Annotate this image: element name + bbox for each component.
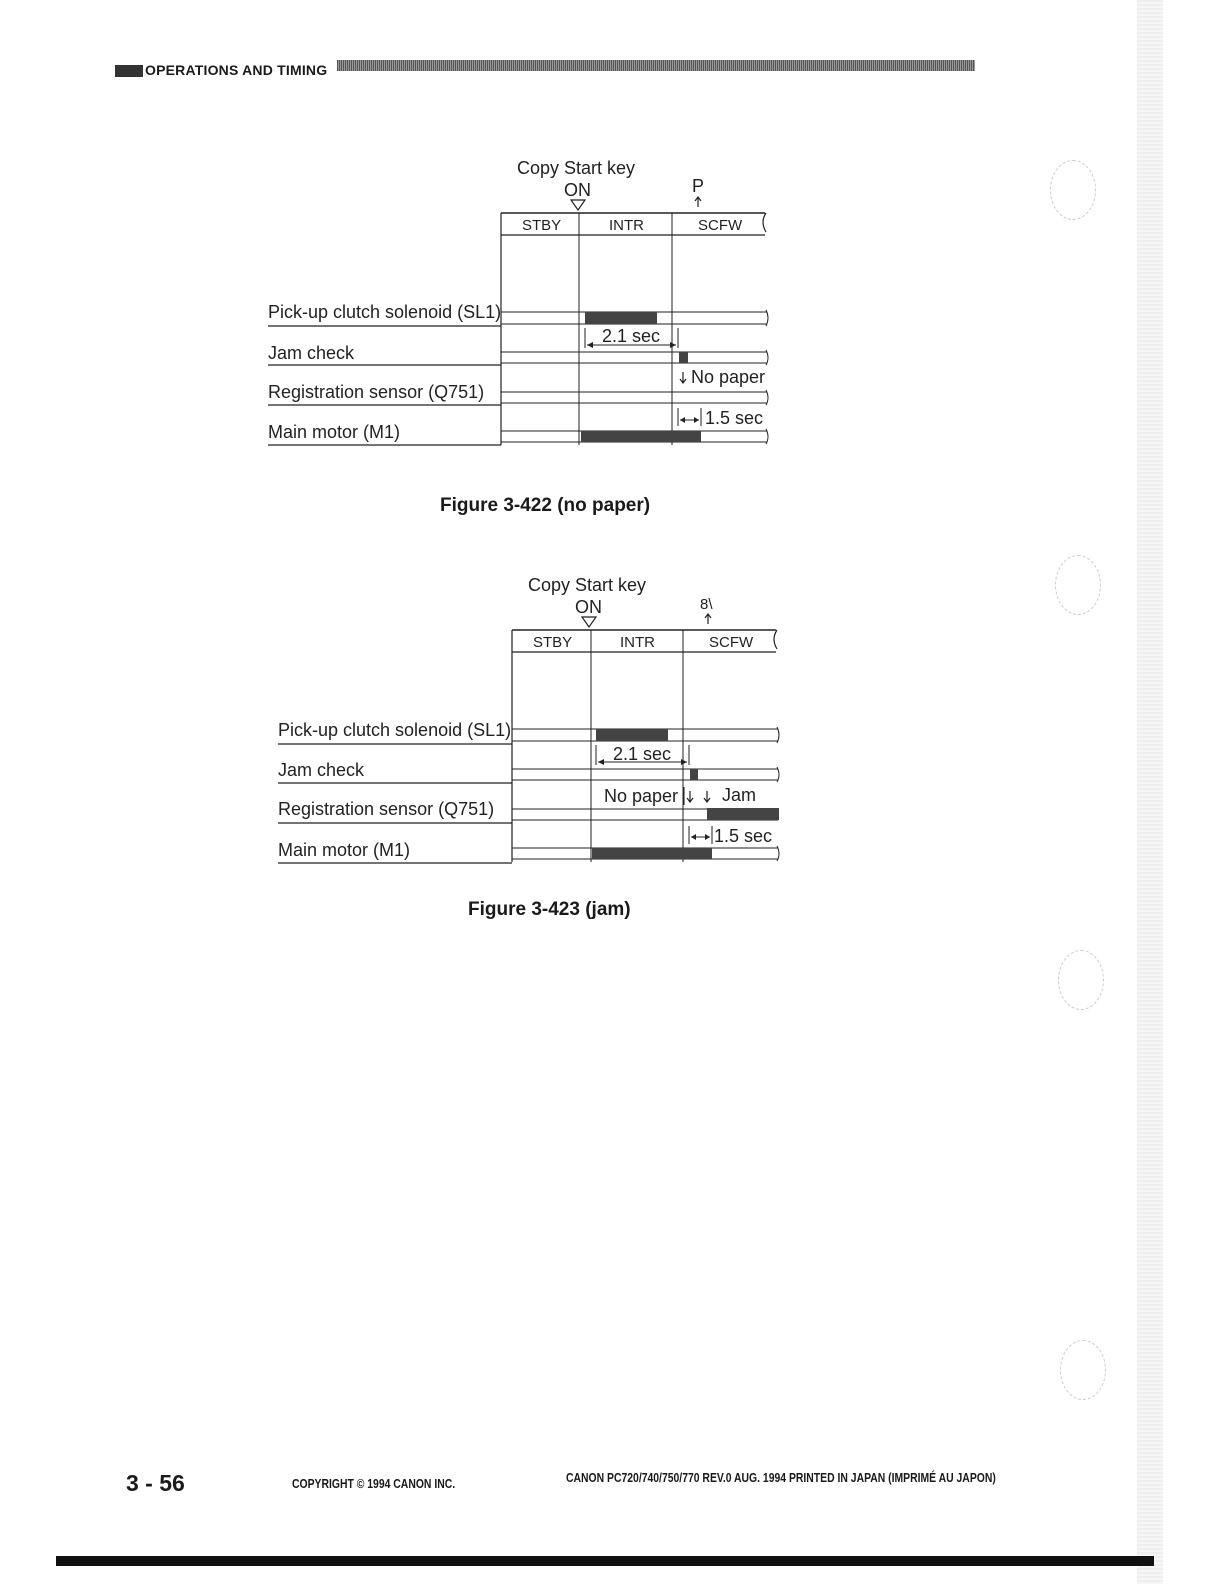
state-scfw: SCFW [698,217,743,234]
copyright-text: COPYRIGHT © 1994 CANON INC. [292,1476,456,1491]
no-paper-label: No paper [604,786,679,806]
marker-arrow-icon [695,197,701,207]
punch-hole [1050,160,1096,220]
jam-check-pulse [690,769,698,780]
figure-caption: Figure 3-422 (no paper) [440,495,651,516]
copy-start-key-label: Copy Start key [528,575,647,595]
jam-label: Jam [722,785,757,805]
start-triangle-icon [571,200,585,210]
row-label-jam-check: Jam check [278,760,365,780]
state-stby: STBY [533,634,573,651]
punch-hole [1058,950,1104,1010]
start-triangle-icon [582,617,596,627]
header-block [115,65,143,77]
no-paper-label: No paper [691,367,766,387]
row-label-registration-sensor: Registration sensor (Q751) [278,799,495,819]
state-intr: INTR [609,217,644,234]
timing-marker: P [692,176,705,196]
timing-marker: 8\ [700,596,713,613]
state-stby: STBY [522,217,562,234]
punch-hole [1055,555,1101,615]
row-label-registration-sensor: Registration sensor (Q751) [268,382,485,402]
pickup-duration-label: 2.1 sec [613,744,672,764]
punch-hole [1060,1340,1106,1400]
state-scfw: SCFW [709,634,754,651]
binding-edge [1137,0,1163,1584]
jam-check-pulse [679,352,688,363]
copy-start-key-label: Copy Start key [517,158,636,178]
bottom-bar [56,1556,1154,1566]
header-rule [337,60,975,71]
motor-active-bar [592,848,712,859]
printed-info: CANON PC720/740/750/770 REV.0 AUG. 1994 PRINTED IN JAPAN (IMPRIMÉ AU JAPON) [566,1470,996,1485]
motor-duration-label: 1.5 sec [705,408,764,428]
row-label-pickup-clutch: Pick-up clutch solenoid (SL1) [278,720,512,740]
motor-active-bar [581,431,701,442]
state-intr: INTR [620,634,655,651]
motor-duration-label: 1.5 sec [714,826,773,846]
row-label-main-motor: Main motor (M1) [268,422,401,442]
down-arrow-icon [687,791,693,802]
registration-active-bar [707,808,779,820]
row-label-main-motor: Main motor (M1) [278,840,411,860]
section-title: OPERATIONS AND TIMING [145,62,328,78]
row-label-pickup-clutch: Pick-up clutch solenoid (SL1) [268,302,502,322]
timing-diagram-jam [270,567,810,877]
figure-caption: Figure 3-423 (jam) [468,899,631,920]
timing-diagram-no-paper [260,150,800,460]
row-label-jam-check: Jam check [268,343,355,363]
section-header [115,60,975,78]
down-arrow-icon [680,372,686,383]
on-label: ON [564,180,591,200]
pickup-active-bar [596,729,668,741]
marker-arrow-icon [705,614,711,624]
on-label: ON [575,597,602,617]
down-arrow-icon [704,791,710,802]
pickup-active-bar [585,312,657,324]
pickup-duration-label: 2.1 sec [602,326,661,346]
page-number: 3 - 56 [126,1470,185,1496]
